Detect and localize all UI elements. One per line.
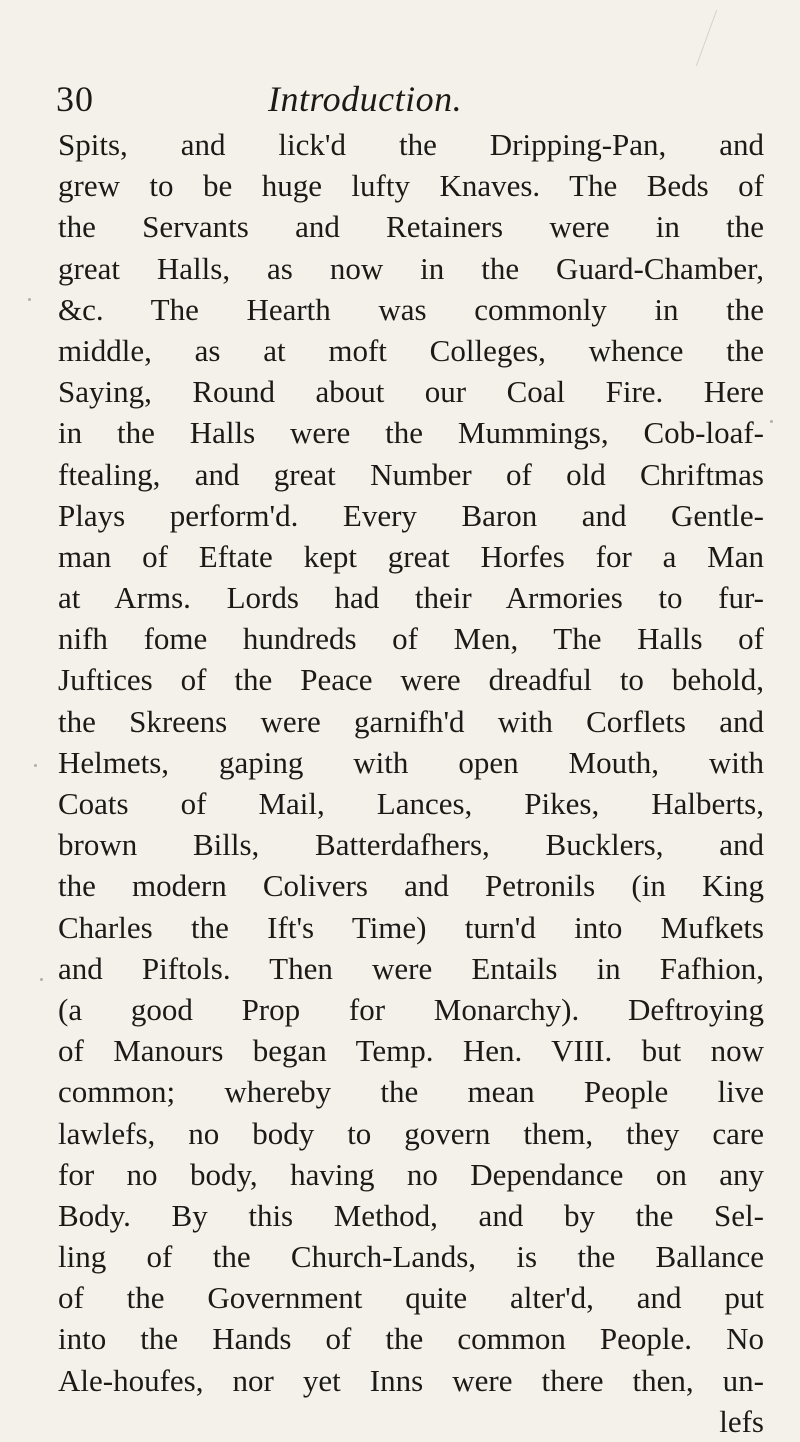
text-line: ftealing, and great Number of old Chriftmas xyxy=(58,456,764,492)
text-line: and Piftols. Then were Entails in Fafhion, xyxy=(58,950,764,986)
text-line: nifh fome hundreds of Men, The Halls of xyxy=(58,621,764,657)
text-line: great Halls, as now in the Guard-Chamber, xyxy=(58,250,764,286)
text-line: (a good Prop for Monarchy). Deftroying xyxy=(58,991,764,1027)
paper-speck xyxy=(34,764,37,767)
paper-crease-mark xyxy=(670,10,717,66)
paper-speck xyxy=(28,298,31,301)
body-text xyxy=(58,124,764,1442)
text-line: middle, as at moft Colleges, whence the xyxy=(58,332,764,368)
text-line: for no body, having no Dependance on any xyxy=(58,1156,764,1192)
text-line: the Skreens were garnifh'd with Corflets and xyxy=(58,703,764,739)
catchword: lefs xyxy=(719,1403,764,1439)
text-line: grew to be huge lufty Knaves. The Beds of xyxy=(58,168,764,204)
paper-speck xyxy=(770,420,773,423)
text-line: Charles the Ift's Time) turn'd into Mufkets xyxy=(58,909,764,945)
text-line: Spits, and lick'd the Dripping-Pan, and xyxy=(58,127,764,162)
text-line: of Manours began Temp. Hen. VIII. but now xyxy=(58,1033,764,1069)
text-line: brown Bills, Batterdafhers, Bucklers, and xyxy=(58,827,764,863)
text-line: lawlefs, no body to govern them, they care xyxy=(58,1115,764,1151)
text-line: common; whereby the mean People live xyxy=(58,1074,764,1110)
text-line: &c. The Hearth was commonly in the xyxy=(58,291,764,327)
text-line: Helmets, gaping with open Mouth, with xyxy=(58,744,764,780)
text-line: in the Halls were the Mummings, Cob-loaf- xyxy=(58,415,764,451)
running-title: Introduction. xyxy=(268,79,463,119)
text-line: at Arms. Lords had their Armories to fur- xyxy=(58,580,764,616)
text-line: the Servants and Retainers were in the xyxy=(58,209,764,245)
text-line: Juftices of the Peace were dreadful to behold, xyxy=(58,662,764,698)
page-number: 30 xyxy=(56,79,94,119)
text-line: man of Eftate kept great Horfes for a Man xyxy=(58,538,764,574)
text-line: Saying, Round about our Coal Fire. Here xyxy=(58,374,764,410)
page-header xyxy=(56,72,760,122)
text-line: the modern Colivers and Petronils (in King xyxy=(58,868,764,904)
text-line: Plays perform'd. Every Baron and Gentle- xyxy=(58,497,764,533)
paper-speck xyxy=(40,978,43,981)
text-line: Ale-houfes, nor yet Inns were there then, un- xyxy=(58,1362,764,1398)
text-line: ling of the Church-Lands, is the Ballance xyxy=(58,1239,764,1275)
text-line: Body. By this Method, and by the Sel- xyxy=(58,1197,764,1233)
text-line: Coats of Mail, Lances, Pikes, Halberts, xyxy=(58,786,764,821)
text-line: into the Hands of the common People. No xyxy=(58,1321,764,1357)
text-line: of the Government quite alter'd, and put xyxy=(58,1280,764,1316)
